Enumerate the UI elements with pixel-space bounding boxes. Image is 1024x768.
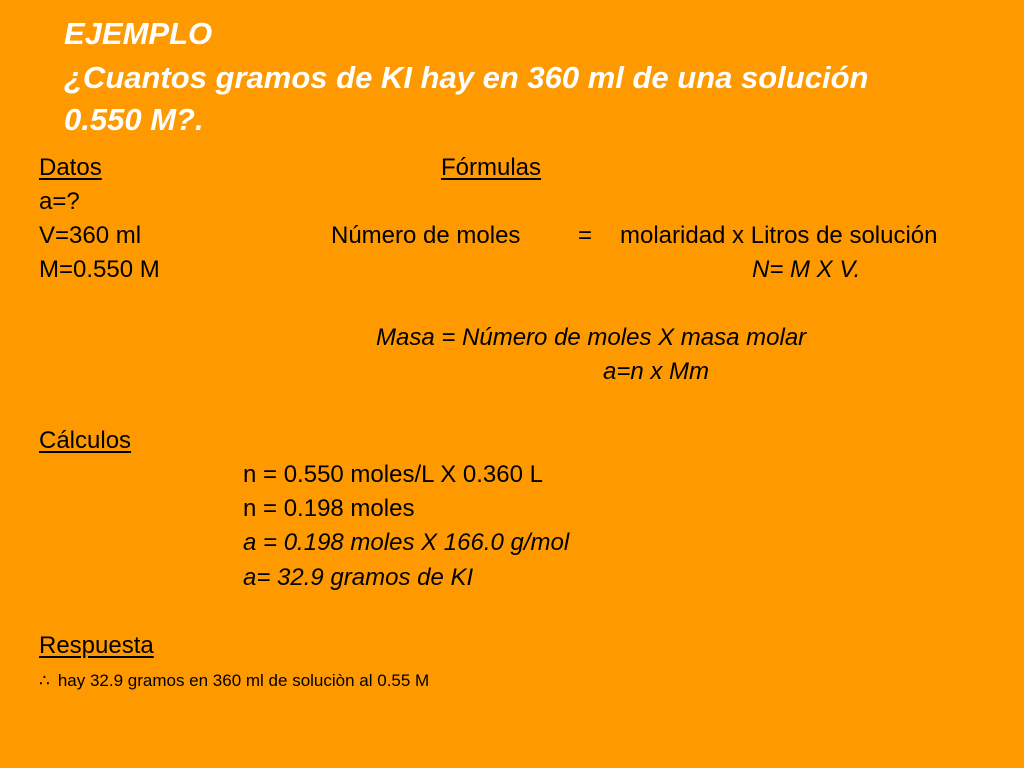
title-question: ¿Cuantos gramos de KI hay en 360 ml de una solución [64,60,869,95]
formula-masa: Masa = Número de moles X masa molar [376,324,807,351]
title-ejemplo: EJEMPLO [64,16,213,51]
datos-volume: V=360 ml [39,222,142,249]
datos-heading: Datos [39,154,102,181]
title-question-cont: 0.550 M?. [64,102,204,137]
respuesta-text: hay 32.9 gramos en 360 ml de soluciòn al 0.55 M [57,671,430,690]
formulas-heading: Fórmulas [441,154,542,181]
calculo-line-3: a = 0.198 moles X 166.0 g/mol [243,529,570,556]
calculo-line-4: a= 32.9 gramos de KI [243,564,474,591]
formula-masa-short: a=n x Mm [603,358,710,385]
formula-moles-right: molaridad x Litros de solución [620,222,938,249]
calculo-line-1: n = 0.550 moles/L X 0.360 L [243,461,543,488]
formula-equals: = [578,222,593,249]
calculo-line-2: n = 0.198 moles [243,495,415,522]
datos-molarity: M=0.550 M [39,256,160,283]
therefore-icon: ∴ [39,671,50,690]
formula-moles-left: Número de moles [331,222,521,249]
formula-n-short: N= M X V. [752,256,861,283]
respuesta-heading: Respuesta [39,632,154,659]
datos-a: a=? [39,188,80,215]
calculos-heading: Cálculos [39,427,132,454]
respuesta-line [39,671,429,691]
